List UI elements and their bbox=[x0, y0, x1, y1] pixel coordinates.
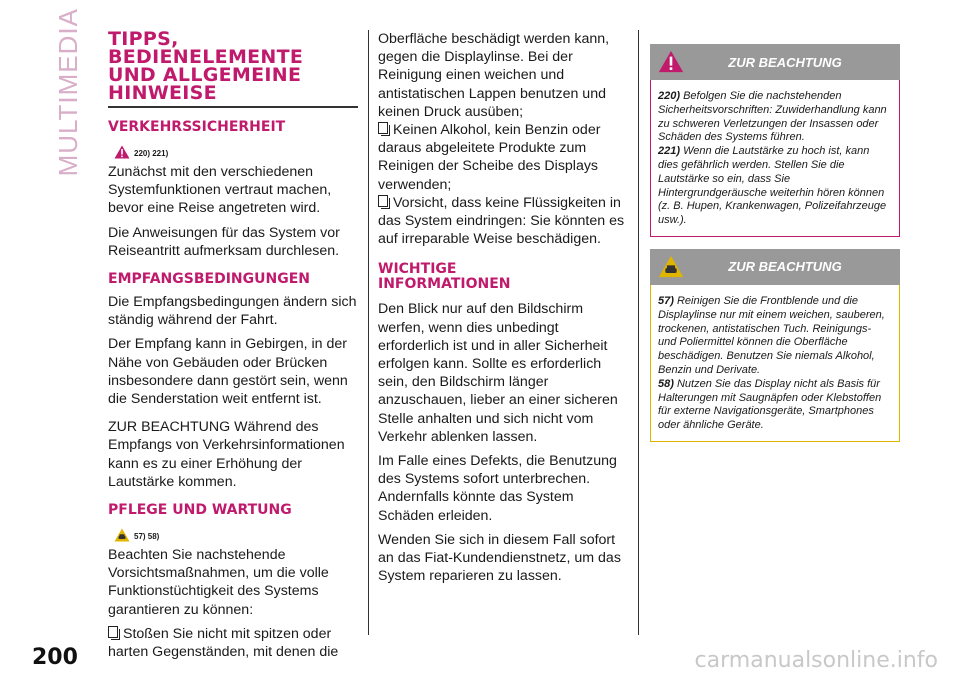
paragraph-continued: Oberfläche beschädigt werden kann, gegen die Displaylinse. Bei der Reinigung einen weichen und antistatischen Lappen benutzen und keinen Druck ausüben; bbox=[378, 31, 610, 120]
note-ref: 221) bbox=[658, 145, 681, 158]
caution-box-header bbox=[650, 249, 900, 285]
note-item bbox=[658, 378, 892, 433]
note-text: Reinigen Sie die Frontblende und die Displaylinse nur mit einem weichen, sauberen, trockenen, antistatischen Tuch. Reinigungs- und Poliermittel können die Oberfläche beschädigen. Benutzen Sie niemals Alkohol, Benzin und Derivate. bbox=[658, 294, 885, 376]
paragraph: Der Empfang kann in Gebirgen, in der Nähe von Gebäuden oder Brücken insbesondere dann gestört sein, wenn die Senderstation weit entfernt ist. bbox=[108, 336, 348, 408]
caution-refs: 57) 58) bbox=[134, 532, 160, 542]
title-line: UND ALLGEMEINE bbox=[108, 64, 302, 86]
checkbox-bullet-icon bbox=[378, 122, 388, 134]
heading-verkehrssicherheit: VERKEHRSSICHERHEIT bbox=[108, 119, 286, 135]
note-ref: 58) bbox=[658, 377, 674, 390]
caution-ref-row bbox=[114, 524, 358, 542]
column-right bbox=[650, 44, 900, 442]
page-title bbox=[108, 30, 358, 108]
bullet-item bbox=[378, 194, 630, 249]
paragraph: Den Blick nur auf den Bildschirm werfen, wenn dies unbedingt erforderlich ist und in aller Sicherheit erfolgen kann. Sollte es erforderlich sein, den Bildschirm länger anzuschauen, lieber an einer sicheren Stelle anhalten und sich nicht vom Verkehr ablenken lassen. bbox=[378, 301, 618, 445]
side-section-tab bbox=[52, 7, 84, 176]
paragraph: Die Empfangsbedingungen ändern sich ständig während der Fahrt. bbox=[108, 294, 357, 329]
heading-wichtige-informationen bbox=[378, 262, 630, 292]
note-text: Befolgen Sie die nachstehenden Sicherheitsvorschriften: Zuwiderhandlung kann zu schweren Verletzungen der Insassen oder Schäden des Systems führen. bbox=[658, 90, 887, 144]
paragraph: Zunächst mit den verschiedenen Systemfunktionen vertraut machen, bevor eine Reise angetreten wird. bbox=[108, 164, 332, 217]
warning-box bbox=[650, 44, 900, 237]
bullet-item bbox=[378, 121, 630, 194]
title-line: HINWEISE bbox=[108, 82, 217, 104]
paragraph: Wenden Sie sich in diesem Fall sofort an das Fiat-Kundendienstnetz, um das System reparieren zu lassen. bbox=[378, 531, 621, 585]
side-section-label: MULTIMEDIA bbox=[52, 7, 83, 176]
title-line: BEDIENELEMENTE bbox=[108, 46, 304, 68]
warning-refs: 220) 221) bbox=[134, 149, 169, 158]
heading-line: WICHTIGE bbox=[378, 261, 457, 278]
warning-box-body bbox=[650, 80, 900, 237]
bullet-item bbox=[108, 625, 358, 661]
warning-triangle-icon bbox=[658, 50, 684, 73]
warning-triangle-icon bbox=[114, 145, 130, 159]
title-line: TIPPS, bbox=[108, 28, 179, 50]
note-ref: 220) bbox=[658, 90, 681, 102]
paragraph: Im Falle eines Defekts, die Benutzung des Systems sofort unterbrechen. Andernfalls könnte das System Schäden erleiden. bbox=[378, 453, 617, 524]
caution-car-icon bbox=[658, 255, 684, 278]
paragraph: Beachten Sie nachstehende Vorsichtsmaßnahmen, um die volle Funktionstüchtigkeit des Systems garantieren zu können: bbox=[108, 547, 329, 618]
caution-box bbox=[650, 249, 900, 442]
caution-box-body bbox=[650, 285, 900, 442]
page-number: 200 bbox=[32, 645, 78, 670]
bullet-text: Keinen Alkohol, kein Benzin oder daraus abgeleitete Produkte zum Reinigen der Scheibe des Displays verwenden; bbox=[378, 122, 601, 193]
column-left bbox=[108, 30, 358, 661]
heading-line: INFORMATIONEN bbox=[378, 276, 511, 293]
heading-empfangsbedingungen: EMPFANGSBEDINGUNGEN bbox=[108, 271, 310, 288]
caution-car-icon bbox=[114, 528, 130, 542]
note-text: Nutzen Sie das Display nicht als Basis für Halterungen mit Saugnäpfen oder Klebstoffen für externe Navigationsgeräte, Smartphones oder ähnliche Geräte. bbox=[658, 377, 882, 432]
column-middle bbox=[378, 30, 630, 591]
paragraph-note: ZUR BEACHTUNG Während des Empfangs von Verkehrsinformationen kann es zu einer Erhöhung der Lautstärke kommen. bbox=[108, 419, 345, 490]
note-text: Wenn die Lautstärke zu hoch ist, kann dies gefährlich werden. Stellen Sie die Lautstärke so ein, dass Sie Hintergrundgeräusche weiterhin hören können (z. B. Hupen, Krankenwagen, Polizeifahrzeuge usw.). bbox=[658, 145, 887, 227]
checkbox-bullet-icon bbox=[108, 626, 118, 638]
bullet-text: Vorsicht, dass keine Flüssigkeiten in das System eindringen: Sie könnten es auf irreparable Weise beschädigen. bbox=[378, 194, 625, 248]
heading-pflege-und-wartung: PFLEGE UND WARTUNG bbox=[108, 502, 292, 519]
warning-ref-row bbox=[114, 141, 358, 159]
checkbox-bullet-icon bbox=[378, 195, 388, 207]
paragraph: Die Anweisungen für das System vor Reiseantritt aufmerksam durchlesen. bbox=[108, 224, 340, 259]
note-item bbox=[658, 145, 892, 228]
watermark: carmanualsonline.info bbox=[694, 648, 938, 673]
note-item bbox=[658, 90, 892, 145]
caution-box-title: ZUR BEACHTUNG bbox=[728, 259, 842, 275]
note-item bbox=[658, 295, 892, 378]
column-divider-1 bbox=[368, 30, 369, 635]
note-ref: 57) bbox=[658, 294, 674, 307]
column-divider-2 bbox=[638, 30, 639, 635]
warning-box-title: ZUR BEACHTUNG bbox=[728, 54, 842, 70]
bullet-text: Stoßen Sie nicht mit spitzen oder harten Gegenständen, mit denen die bbox=[108, 625, 339, 661]
warning-box-header bbox=[650, 44, 900, 80]
